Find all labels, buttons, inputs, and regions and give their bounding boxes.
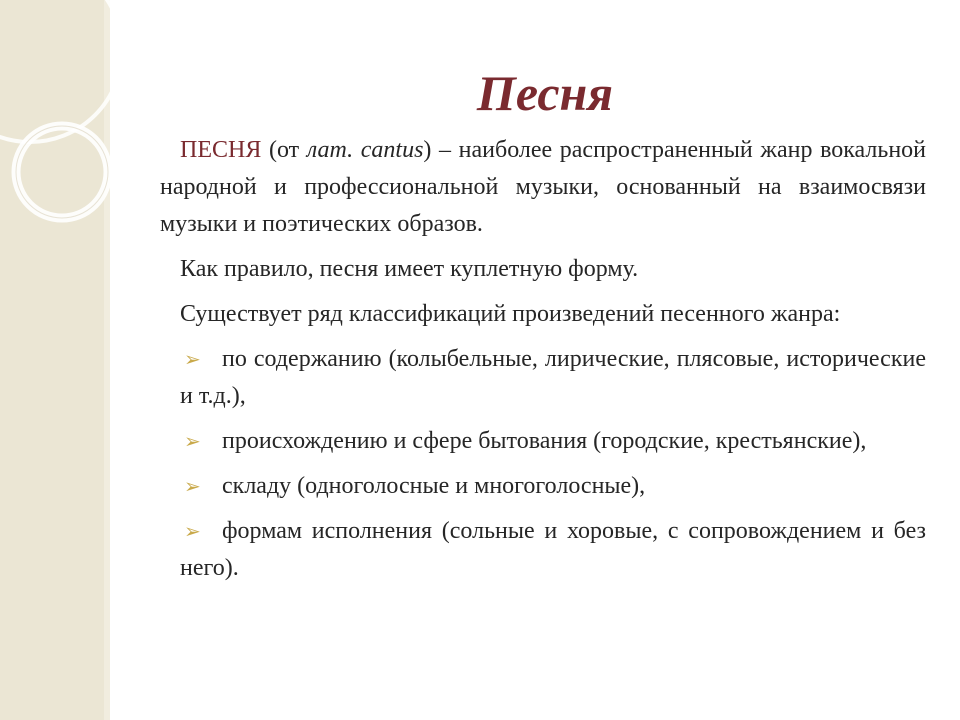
bullet-text: происхождению и сфере бытования (городские, крестьянские), <box>222 428 867 454</box>
list-item <box>160 423 926 460</box>
arrow-bullet-icon: ➢ <box>184 519 201 543</box>
slide-body <box>160 132 926 595</box>
list-item <box>160 341 926 415</box>
definition-paragraph <box>160 132 926 243</box>
bullet-text: складу (одноголосные и многоголосные), <box>222 473 646 499</box>
definition-term: ПЕСНЯ <box>180 137 262 163</box>
arrow-bullet-icon: ➢ <box>184 429 201 453</box>
classification-intro: Существует ряд классификаций произведений песенного жанра: <box>180 301 841 327</box>
bullet-text: формам исполнения (сольные и хоровые, с сопровождением и без него). <box>180 518 926 581</box>
latin-origin: лат. cantus <box>306 137 424 163</box>
slide-title: Песня <box>476 65 614 121</box>
list-item <box>160 468 926 505</box>
definition-open: (от <box>261 137 307 163</box>
list-item <box>160 513 926 587</box>
arrow-bullet-icon: ➢ <box>184 474 201 498</box>
form-note: Как правило, песня имеет куплетную форму. <box>180 256 639 282</box>
definition-rest: ) – наиболее распространенный жанр вокальной народной и профессиональной музыки, основанный на взаимосвязи музыки и поэтических образов. <box>160 137 927 237</box>
arrow-bullet-icon: ➢ <box>184 347 201 371</box>
bullet-text: по содержанию (колыбельные, лирические, плясовые, исторические и т.д.), <box>180 346 926 409</box>
